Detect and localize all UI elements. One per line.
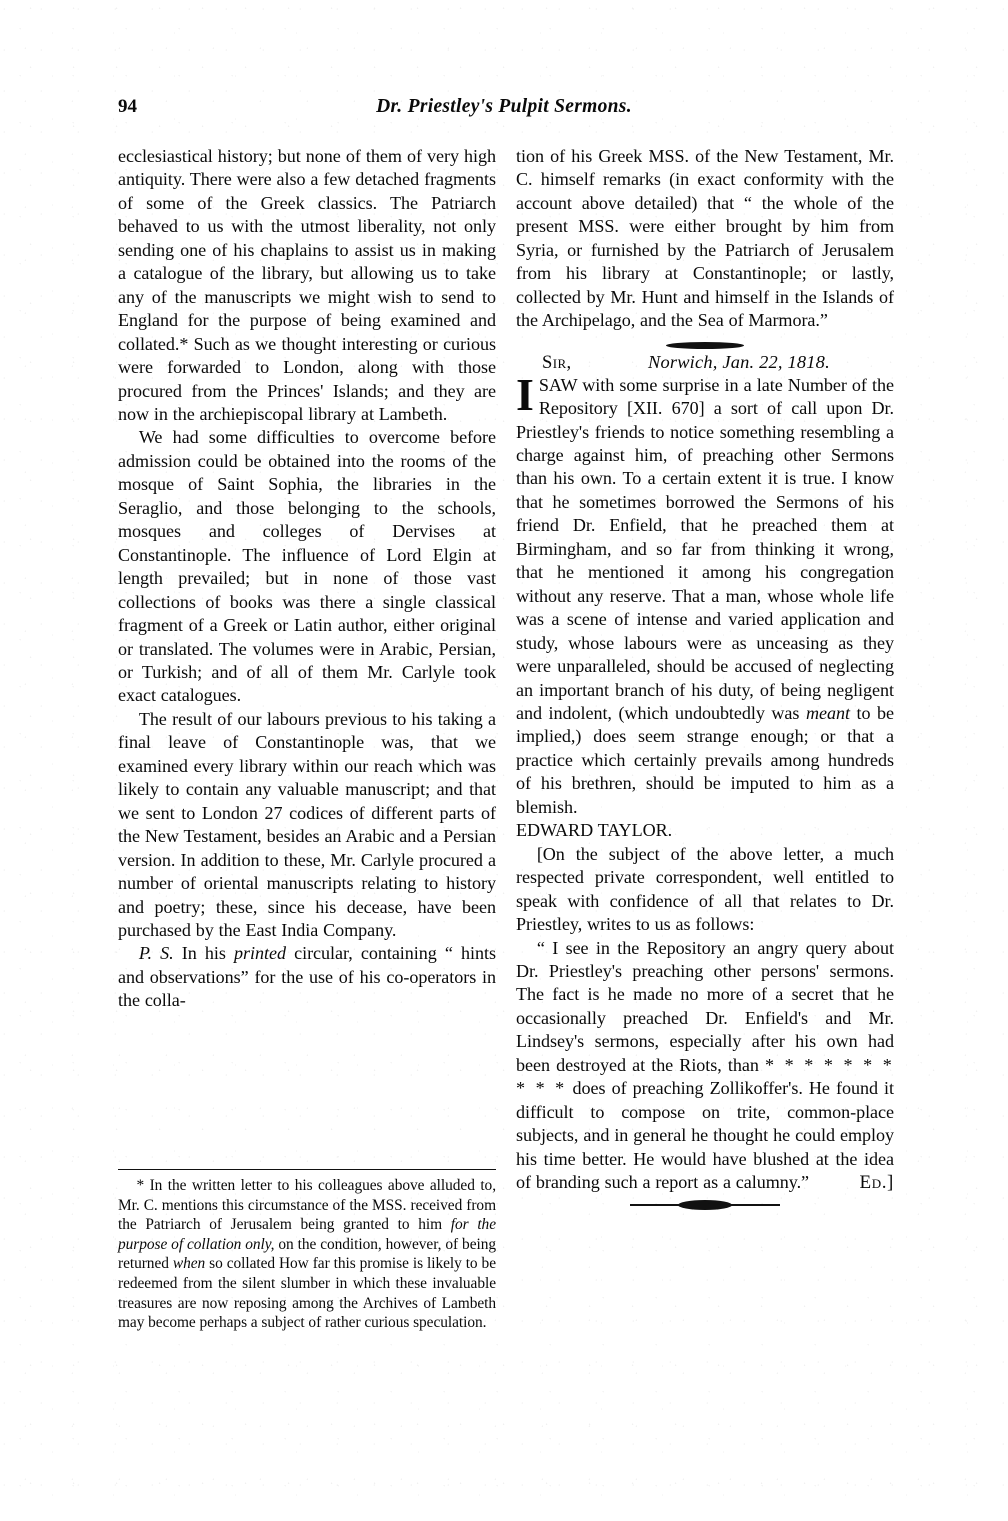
postscript-text-b: circular, containing “ hints and observations” for the use of his co-operators in the colla-: [118, 943, 496, 1011]
postscript-paragraph: [118, 942, 496, 1012]
censored-name-asterisks: * * * * * * * * * *: [516, 1054, 895, 1099]
footnote-marker: *: [136, 1177, 145, 1194]
postscript-italic: printed: [234, 943, 286, 964]
letter-body: [516, 368, 894, 820]
paragraph: We had some difficulties to overcome before admission could be obtained into the rooms of the mosque of Saint Sophia, the libraries in the Seraglio, and those belonging to the schools, mosques and colleges of Dervises at Constantinople. The influence of Lord Elgin at length prevailed; but in none of those vast collections of books was there a single classical fragment of a Greek or Latin author, either original or translated. The volumes were in Arabic, Persian, or Turkish; and of all of them Mr. Carlyle took exact catalogues.: [118, 427, 496, 706]
letter-text-a: SAW with some surprise in a late Number of the Repository [XII. 670] a sort of call upon Dr. Priestley's friends to notice something resembling a charge against him, of preaching other Sermons than his own. To a certain extent it is true. I know that he sometimes borrowed the Sermons of his friend Dr. Enfield, that he preached them at Birmingham, and so far from thinking it wrong, that he mentioned it among his congregation without any reserve. That a man, whose whole life was a scene of intense and varied application and study, whose labours were as unceasing as they were unparalleled, should be accused of neglecting an important branch of his duty, of being negligent and indolent, (which undoubtedly was: [516, 374, 894, 723]
letter-salutation-line: [516, 351, 894, 374]
letter-signature: EDWARD TAYLOR.: [516, 820, 673, 841]
letter-opening-paragraph: [516, 368, 894, 820]
footnote-rule: [118, 1169, 496, 1170]
footnote-italic-1: for the purpose of collation only,: [118, 1216, 496, 1253]
editorial-quote-part-1: “ I see in the Repository an angry query about Dr. Priestley's preaching other persons' sermons. The fact is he made no more of a secret that he occasionally preached Dr. Enfield's and Mr. Lindsey's sermons, especially after his own had been destroyed at the Riots, than: [516, 937, 894, 1075]
footnote-part-3: so collated How far this promise is likely to be redeemed from the silent slumber in which these invaluable treasures are now reposing among the Archives of Lambeth may become perhaps a subject of rather curious speculation.: [118, 1255, 496, 1332]
lens-ornament-icon: [666, 342, 744, 349]
page-number: 94: [118, 96, 137, 117]
running-title: Dr. Priestley's Pulpit Sermons.: [376, 96, 632, 117]
left-column: [118, 145, 496, 1332]
footnote-text: [118, 1176, 496, 1333]
postscript-text-a: In his: [173, 943, 235, 964]
postscript-label: P. S.: [138, 943, 174, 964]
footnote-part-1: In the written letter to his colleagues above alluded to, Mr. C. mentions this circumstance of the MSS. received from the Patriarch of Jerusalem being granted to him: [118, 1177, 496, 1234]
letter-italic-word: meant: [805, 702, 850, 723]
diamond-bar-ornament-icon: [630, 1200, 780, 1210]
editorial-quote: [516, 937, 894, 1195]
letter-text-b: to be implied,) does seem strange enough; or that a practice which certainly prevails among hundreds of his brethren, should be imputed to him as a blemish.: [516, 702, 894, 817]
paragraph: ecclesiastical history; but none of them of very high antiquity. There were also a few detached fragments of some of the Greek classics. The Patriarch behaved to us with the utmost liberality, not only sending one of his chaplains to assist us in making a catalogue of the library, but allowing us to take any of the manuscripts we might wish to send to England for the purpose of being examined and collated.* Such as we thought interesting or curious were forwarded to London, along with those procured from the Princes' Islands; and they are now in the archiepiscopal library at Lambeth.: [118, 146, 496, 424]
continuation-paragraph: tion of his Greek MSS. of the New Testament, Mr. C. himself remarks (in exact conformity with the account above detailed) that “ the whole of the present MSS. were either brought by him from Syria, or furnished by the Patriarch of Jerusalem from his library at Constantinople; or lastly, collected by Mr. Hunt and himself in the Islands of the Archipelago, and the Sea of Marmora.”: [516, 146, 894, 331]
running-head: [118, 96, 890, 122]
paragraph: The result of our labours previous to his taking a final leave of Constantinople was, that we examined every library within our reach which was likely to contain any valuable manuscript; and that we sent to London 27 codices of different parts of the New Testament, besides an Arabic and a Persian version. In addition to these, Mr. Carlyle procured a number of oriental manuscripts relating to history and poetry; these, since his decease, have been purchased by the East India Company.: [118, 708, 496, 940]
footnote-block: [118, 1176, 496, 1333]
drop-cap: I: [516, 368, 534, 420]
editorial-intro: [On the subject of the above letter, a much respected private correspondent, well entitled to speak with confidence of all that relates to Dr. Priestley, writes to us as follows:: [516, 843, 894, 935]
footnote-italic-2: when: [172, 1255, 206, 1273]
editorial-quote-part-2: does of preaching Zollikoffer's. He found it difficult to compose on trite, common-place subjects, and in general he thought he could employ his time better. He would have blushed at the idea of branding such a report as a calumny.”: [516, 1078, 894, 1193]
salutation: Sir,: [542, 351, 572, 373]
dateline: Norwich, Jan. 22, 1818.: [648, 351, 830, 372]
right-column: [516, 145, 894, 1210]
editor-signature: Ed.]: [859, 1172, 894, 1194]
footnote-part-2: on the condition, however, of being returned: [118, 1235, 496, 1273]
